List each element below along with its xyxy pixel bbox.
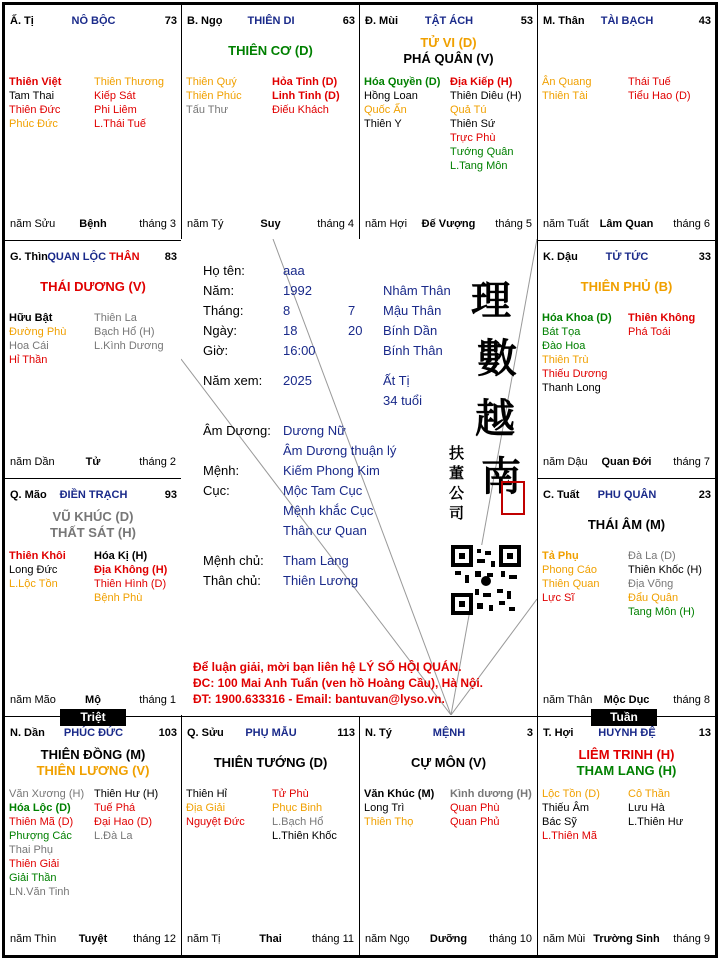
minor-star: Tấu Thư <box>186 104 229 116</box>
palace-year: năm Mão <box>10 694 56 706</box>
palace-than <box>537 4 716 241</box>
minor-star: Hỏa Tinh (D) <box>272 76 338 88</box>
palace-footer <box>543 694 710 708</box>
palace-can-chi: N. Dần <box>10 727 45 739</box>
nam-value: 1992 <box>283 283 312 298</box>
minor-star: Thiên Giải <box>9 858 60 870</box>
star-column-right <box>94 311 164 353</box>
star-column-left <box>9 311 66 367</box>
calligraphy-char-4: 南 <box>481 453 521 500</box>
calligraphy-char-3: 越 <box>475 395 515 442</box>
palace-can-chi: Ấ. Tị <box>10 15 34 27</box>
palace-year: năm Dậu <box>543 456 588 468</box>
minor-star: Trực Phù <box>450 132 496 144</box>
palace-month: tháng 8 <box>673 694 710 706</box>
minor-star: L.Bạch Hổ <box>272 816 324 828</box>
cuc-value2: Mệnh khắc Cục <box>283 503 374 518</box>
palace-header <box>365 727 533 741</box>
palace-month: tháng 12 <box>133 933 176 945</box>
main-star: THÁI DƯƠNG (V) <box>40 279 146 294</box>
palace-month: tháng 5 <box>495 218 532 230</box>
palace-footer <box>10 218 176 232</box>
minor-star: Thiên Không <box>628 312 696 324</box>
palace-footer <box>187 933 354 947</box>
palace-year: năm Hợi <box>365 218 408 230</box>
minor-star: Thiên Đức <box>9 104 61 116</box>
minor-star: Thiên Hư (H) <box>94 788 159 800</box>
palace-year: năm Ngọ <box>365 933 410 945</box>
minor-star: Quan Phù <box>450 802 500 814</box>
palace-footer <box>543 933 710 947</box>
calligraphy-char-1: 理 <box>471 277 511 324</box>
ho-ten-value: aaa <box>283 263 305 278</box>
star-column-left <box>9 75 61 131</box>
minor-star: Văn Xương (H) <box>9 788 85 800</box>
palace-name <box>365 15 533 27</box>
cuc-label: Cục: <box>203 483 230 498</box>
palace-name <box>543 489 711 501</box>
palace-can-chi: M. Thân <box>543 15 585 27</box>
palace-age: 13 <box>698 727 711 739</box>
minor-star: Thiên Diêu (H) <box>450 90 522 102</box>
minor-star: Lưu Hà <box>628 802 665 814</box>
palace-year: năm Mùi <box>543 933 586 945</box>
palace-name-text: QUAN LỘC <box>47 251 107 263</box>
minor-star: Phong Cáo <box>542 564 598 576</box>
star-column-right <box>94 75 164 131</box>
palace-hoi <box>537 716 716 956</box>
palace-footer <box>543 456 710 470</box>
palace-name <box>10 727 177 739</box>
palace-name-text: TỬ TỨC <box>605 251 649 263</box>
palace-name-text: HUYNH ĐỆ <box>598 727 656 739</box>
minor-star: Thiên Thọ <box>364 816 414 828</box>
palace-header <box>543 489 711 503</box>
minor-star: Long Đức <box>9 564 58 576</box>
palace-year: năm Sửu <box>10 218 56 230</box>
palace-name-text: TẬT ÁCH <box>424 15 474 27</box>
minor-star: L.Thiên Mã <box>542 830 598 842</box>
minor-star: L.Kình Dương <box>94 340 164 352</box>
minor-star: Phi Liêm <box>94 104 137 116</box>
star-column-right <box>94 549 167 605</box>
palace-header <box>187 727 355 741</box>
palace-header <box>10 15 177 29</box>
minor-star: LN.Văn Tinh <box>9 886 70 898</box>
palace-name-text: PHỤ MẪU <box>245 727 297 739</box>
contact-line-1: Để luận giải, mời bạn liên hệ LÝ SỐ HỘI QUÁN. <box>193 660 462 674</box>
palace-stage: Tử <box>85 456 101 468</box>
minor-star: Thiên Thương <box>94 76 165 88</box>
minor-star: Tiểu Hao (D) <box>628 90 691 102</box>
minor-star: Hóa Lộc (D) <box>9 802 71 814</box>
palace-stage: Tuyệt <box>78 933 108 945</box>
palace-name-text: NÔ BỘC <box>71 15 116 27</box>
star-column-right <box>450 75 522 173</box>
minor-star: Thiên Hỉ <box>186 788 227 800</box>
palace-stage: Mộ <box>85 694 101 706</box>
minor-star: Thiên La <box>94 312 137 324</box>
palace-age: 43 <box>698 15 711 27</box>
palace-ty <box>4 4 182 241</box>
gio-can: Bính Thân <box>383 343 443 358</box>
minor-star: Thiên Quý <box>186 76 237 88</box>
palace-age: 23 <box>698 489 711 501</box>
palace-year: năm Tuất <box>543 218 589 230</box>
star-column-right <box>450 787 532 829</box>
minor-star: Cô Thần <box>628 788 670 800</box>
palace-stage: Quan Đới <box>601 456 652 468</box>
minor-star: Hữu Bật <box>9 312 53 324</box>
contact-line-3: ĐT: 1900.633316 - Email: bantuvan@lyso.vn. <box>193 692 445 706</box>
minor-star: Thiên Quan <box>542 578 600 590</box>
palace-can-chi: G. Thìn <box>10 251 48 263</box>
nam-can: Nhâm Thân <box>383 283 451 298</box>
star-column-right <box>628 311 695 339</box>
star-column-right <box>272 787 337 843</box>
palace-name <box>365 727 533 739</box>
thang-am: 7 <box>348 303 356 318</box>
palace-footer <box>10 694 176 708</box>
palace-header <box>365 15 533 29</box>
calligraphy-small: 扶董公司 <box>449 444 465 522</box>
main-star: THIÊN ĐỒNG (M) <box>40 747 146 762</box>
minor-star: Hoa Cái <box>9 340 49 352</box>
palace-can-chi: N. Tý <box>365 727 392 739</box>
palace-header <box>10 489 177 503</box>
palace-name-text: ĐIỀN TRẠCH <box>59 489 128 501</box>
minor-star: Tam Thai <box>9 90 55 102</box>
palace-month: tháng 4 <box>317 218 354 230</box>
palace-name-text: TÀI BẠCH <box>600 15 654 27</box>
palace-age: 113 <box>337 727 355 739</box>
qr-code <box>451 545 521 615</box>
palace-name-text: MỆNH <box>432 727 466 739</box>
palace-year: năm Thìn <box>10 933 57 945</box>
palace-age: 73 <box>164 15 177 27</box>
minor-star: Thanh Long <box>542 382 601 394</box>
star-column-right <box>628 549 702 619</box>
minor-star: Hồng Loan <box>364 90 418 102</box>
minor-star: Đà La (D) <box>628 550 676 562</box>
palace-month: tháng 9 <box>673 933 710 945</box>
palace-can-chi: C. Tuất <box>543 489 580 501</box>
minor-star: Thái Tuế <box>628 76 671 88</box>
minor-star: Lực Sĩ <box>542 592 575 604</box>
ngay-label: Ngày: <box>203 323 237 338</box>
palace-can-chi: Đ. Mùi <box>365 15 398 27</box>
minor-star: Thiếu Dương <box>542 368 608 380</box>
palace-thin <box>4 240 182 479</box>
minor-star: Đẩu Quân <box>628 592 679 604</box>
palace-month: tháng 3 <box>139 218 176 230</box>
palace-header <box>543 251 711 265</box>
palace-footer <box>365 218 532 232</box>
minor-star: Địa Giải <box>186 802 226 814</box>
minor-star: Lộc Tồn (D) <box>542 788 600 800</box>
main-star: VŨ KHÚC (D) <box>52 509 134 524</box>
palace-header <box>187 15 355 29</box>
minor-star: Kiếp Sát <box>94 90 136 102</box>
star-column-left <box>364 787 434 829</box>
minor-star: Nguyệt Đức <box>186 816 245 828</box>
palace-header <box>543 15 711 29</box>
minor-star: Hóa Khoa (D) <box>542 312 612 324</box>
palace-tuat <box>537 478 716 717</box>
star-column-left <box>542 787 600 843</box>
palace-footer <box>187 218 354 232</box>
minor-star: Phúc Đức <box>9 118 58 130</box>
main-star: THIÊN CƠ (D) <box>228 43 313 58</box>
palace-can-chi: T. Hợi <box>543 727 574 739</box>
minor-star: L.Thiên Hư <box>628 816 684 828</box>
palace-ngo <box>181 4 360 241</box>
minor-star: Bát Tọa <box>542 326 581 338</box>
palace-month: tháng 10 <box>489 933 532 945</box>
palace-name <box>10 251 177 263</box>
contact-line-2: ĐC: 100 Mai Anh Tuấn (ven hồ Hoàng Cầu), Hà Nội. <box>193 676 484 690</box>
palace-name <box>543 15 711 27</box>
triet-tag: Triệt <box>60 709 126 726</box>
minor-star: Hỉ Thần <box>9 354 48 366</box>
tuoi: 34 tuổi <box>383 393 423 408</box>
palace-month: tháng 7 <box>673 456 710 468</box>
palace-stage: Đế Vượng <box>421 218 476 230</box>
red-seal <box>501 481 525 515</box>
minor-star: Địa Không (H) <box>94 564 168 576</box>
main-star: THẤT SÁT (H) <box>50 525 136 540</box>
palace-age: 103 <box>158 727 177 739</box>
palace-header <box>10 727 177 741</box>
minor-star: Tuế Phá <box>94 802 136 814</box>
palace-name-text: THIÊN DI <box>247 15 295 27</box>
palace-name <box>10 15 177 27</box>
star-column-right <box>272 75 340 117</box>
minor-star: Phục Binh <box>272 802 323 814</box>
minor-star: L.Tang Môn <box>450 160 508 172</box>
palace-age: 3 <box>526 727 533 739</box>
palace-month: tháng 2 <box>139 456 176 468</box>
minor-star: Quả Tú <box>450 104 487 116</box>
main-star: PHÁ QUÂN (V) <box>403 51 494 66</box>
main-star: TỬ VI (D) <box>420 35 477 50</box>
palace-mao <box>4 478 182 717</box>
star-column-left <box>186 75 242 117</box>
thang-value: 8 <box>283 303 291 318</box>
minor-star: Hóa Kị (H) <box>94 550 148 562</box>
palace-age: 63 <box>342 15 355 27</box>
palace-footer <box>10 456 176 470</box>
cuc-value3: Thân cư Quan <box>283 523 367 538</box>
palace-stage: Mộc Dục <box>603 694 650 706</box>
palace-stage: Suy <box>260 218 281 230</box>
minor-star: Thiên Phúc <box>186 90 242 102</box>
thang-label: Tháng: <box>203 303 244 318</box>
star-column-left <box>364 75 440 131</box>
palace-name <box>543 251 711 263</box>
palace-dan <box>4 716 182 956</box>
minor-star: Phượng Các <box>9 830 72 842</box>
minor-star: Quốc Ấn <box>364 104 407 116</box>
palace-stage: Dưỡng <box>429 933 468 945</box>
am-duong-value: Dương Nữ <box>283 423 346 438</box>
palace-can-chi: K. Dậu <box>543 251 578 263</box>
gio-value: 16:00 <box>283 343 316 358</box>
than-chu-label: Thân chủ: <box>203 573 261 588</box>
star-column-left <box>9 787 84 899</box>
palace-dau <box>537 240 716 479</box>
nam-xem-can: Ất Tị <box>383 373 410 388</box>
minor-star: Thiên Khốc (H) <box>628 564 702 576</box>
palace-age: 83 <box>164 251 177 263</box>
minor-star: Thiên Tài <box>542 90 588 102</box>
palace-month: tháng 1 <box>139 694 176 706</box>
minor-star: Linh Tinh (D) <box>272 90 340 102</box>
menh-value: Kiếm Phong Kim <box>283 463 380 478</box>
ngay-value: 18 <box>283 323 298 338</box>
palace-stage: Trường Sinh <box>593 933 660 945</box>
ngay-am: 20 <box>348 323 363 338</box>
tuan-tag: Tuần <box>591 709 657 726</box>
menh-chu-value: Tham Lang <box>283 553 349 568</box>
minor-star: Bác Sỹ <box>542 816 577 828</box>
ngay-can: Bính Dần <box>383 323 438 338</box>
minor-star: Văn Khúc (M) <box>364 788 435 800</box>
calligraphy-char-2: 數 <box>477 335 517 382</box>
palace-name <box>187 727 355 739</box>
minor-star: L.Lộc Tồn <box>9 578 58 590</box>
minor-star: Phá Toái <box>628 326 671 338</box>
star-column-left <box>542 311 612 395</box>
palace-year: năm Thân <box>543 694 593 706</box>
minor-star: L.Thái Tuế <box>94 118 146 130</box>
palace-footer <box>543 218 710 232</box>
palace-age: 93 <box>164 489 177 501</box>
palace-can-chi: Q. Mão <box>10 489 47 501</box>
star-column-right <box>94 787 158 843</box>
star-column-right <box>628 787 683 829</box>
main-star: CỰ MÔN (V) <box>410 755 487 770</box>
nam-xem-value: 2025 <box>283 373 312 388</box>
palace-year: năm Tị <box>187 933 221 945</box>
minor-star: Thiên Việt <box>9 76 62 88</box>
minor-star: Thai Phụ <box>9 844 54 856</box>
main-star: LIÊM TRINH (H) <box>578 747 675 762</box>
minor-star: Đại Hao (D) <box>94 816 153 828</box>
minor-star: L.Đà La <box>94 830 133 842</box>
minor-star: L.Thiên Khốc <box>272 830 337 842</box>
palace-year: năm Tý <box>187 218 224 230</box>
nam-xem-label: Năm xem: <box>203 373 263 388</box>
minor-star: Long Trì <box>364 802 405 814</box>
minor-star: Tử Phù <box>272 788 309 800</box>
am-duong-label: Âm Dương: <box>203 423 271 438</box>
minor-star: Thiên Mã (D) <box>9 816 74 828</box>
palace-footer <box>10 933 176 947</box>
nam-label: Năm: <box>203 283 235 298</box>
palace-header <box>543 727 711 741</box>
minor-star: Tả Phụ <box>542 550 579 562</box>
minor-star: Bệnh Phù <box>94 592 143 604</box>
star-column-left <box>542 75 592 103</box>
ho-ten-label: Họ tên: <box>203 263 245 278</box>
minor-star: Điếu Khách <box>272 104 329 116</box>
main-star: THAM LANG (H) <box>576 763 677 778</box>
menh-label: Mệnh: <box>203 463 240 478</box>
palace-month: tháng 11 <box>311 933 354 945</box>
palace-footer <box>365 933 532 947</box>
minor-star: Đào Hoa <box>542 340 586 352</box>
main-star: THIÊN TƯỚNG (D) <box>213 755 328 770</box>
minor-star: Tướng Quân <box>450 146 514 158</box>
palace-name <box>187 15 355 27</box>
palace-stage: Bệnh <box>79 218 107 230</box>
palace-year: năm Dần <box>10 456 55 468</box>
minor-star: Thiên Hình (D) <box>94 578 167 590</box>
palace-can-chi: Q. Sửu <box>187 727 224 739</box>
palace-name <box>543 727 711 739</box>
palace-name-text: PHÚC ĐỨC <box>63 727 124 739</box>
minor-star: Hóa Quyền (D) <box>364 76 441 88</box>
main-star: THÁI ÂM (M) <box>587 517 666 532</box>
minor-star: Địa Kiếp (H) <box>450 76 513 88</box>
cuc-value: Mộc Tam Cục <box>283 483 363 498</box>
palace-header <box>10 251 177 265</box>
minor-star: Bạch Hổ (H) <box>94 326 155 338</box>
main-star: THIÊN LƯƠNG (V) <box>36 763 150 778</box>
palace-name <box>10 489 177 501</box>
star-column-right <box>628 75 691 103</box>
minor-star: Ân Quang <box>542 76 592 88</box>
palace-mui <box>359 4 538 241</box>
minor-star: Địa Võng <box>628 578 674 590</box>
star-column-left <box>9 549 66 591</box>
minor-star: Thiên Khôi <box>9 550 66 562</box>
minor-star: Tang Môn (H) <box>628 606 695 618</box>
minor-star: Thiếu Âm <box>542 802 590 814</box>
minor-star: Thiên Trù <box>542 354 589 366</box>
center-info <box>181 239 537 715</box>
palace-ti <box>359 716 538 956</box>
thang-can: Mậu Thân <box>383 303 442 318</box>
gio-label: Giờ: <box>203 343 229 358</box>
am-duong-value2: Âm Dương thuận lý <box>283 443 397 458</box>
palace-suu <box>181 716 360 956</box>
star-column-left <box>542 549 599 605</box>
star-column-left <box>186 787 245 829</box>
menh-chu-label: Mệnh chủ: <box>203 553 264 568</box>
palace-age: 53 <box>520 15 533 27</box>
than-chu-value: Thiên Lương <box>283 573 359 588</box>
palace-stage: Lâm Quan <box>599 218 654 230</box>
palace-stage: Thai <box>259 933 282 945</box>
palace-name-text: PHU QUÂN <box>597 489 657 501</box>
palace-than-marker: THÂN <box>109 251 140 263</box>
minor-star: Giải Thần <box>9 872 57 884</box>
minor-star: Thiên Y <box>364 118 402 130</box>
minor-star: Thiên Sứ <box>450 118 496 130</box>
minor-star: Kình dương (H) <box>450 788 532 800</box>
main-star: THIÊN PHỦ (B) <box>580 279 673 294</box>
palace-age: 33 <box>698 251 711 263</box>
minor-star: Quan Phủ <box>450 816 500 828</box>
minor-star: Đường Phù <box>9 326 67 338</box>
palace-can-chi: B. Ngọ <box>187 15 223 27</box>
palace-month: tháng 6 <box>673 218 710 230</box>
